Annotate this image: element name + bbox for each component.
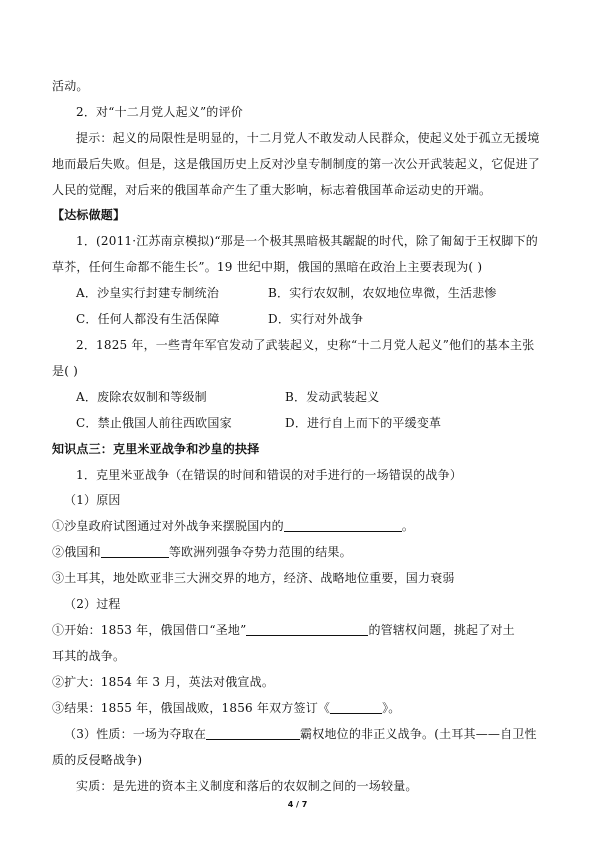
text-line: 提示：起义的局限性是明显的，十二月党人不敢发动人民群众，使起义处于孤立无援境 (76, 131, 540, 145)
option-a: A．沙皇实行封建专制统治 (76, 286, 220, 300)
section-heading: 2．对“十二月党人起义”的评价 (76, 105, 243, 119)
text-segment: 霸权地位的非正义战争。(土耳其——自卫性 (300, 727, 537, 741)
question-1: 1．(2011·江苏南京模拟)“那是一个极其黑暗极其龌龊的时代，除了匍匐于王权脚下的 (76, 234, 538, 248)
subheading: （1）原因 (64, 493, 121, 507)
text-line: 1．克里米亚战争（在错误的时间和错误的对手进行的一场错误的战争） (76, 468, 463, 482)
text-segment: 。 (401, 519, 415, 533)
option-b: B．实行农奴制，农奴地位卑微，生活悲惨 (268, 286, 497, 300)
text-line: 活动。 (52, 79, 89, 93)
text-line: 耳其的战争。 (52, 649, 126, 663)
page-number: 4 / 7 (287, 800, 308, 809)
fill-in-blank[interactable] (330, 701, 382, 714)
text-segment: 的管辖权问题，挑起了对土 (368, 623, 515, 637)
option-d: D．实行对外战争 (268, 312, 364, 326)
question-2-cont: 是( ) (52, 364, 78, 378)
exercise-heading: 【达标做题】 (52, 208, 126, 222)
text-line-with-blank (52, 700, 552, 716)
text-segment: ①开始：1853 年，俄国借口“圣地” (52, 623, 247, 637)
text-line: 实质：是先进的资本主义制度和落后的农奴制之间的一场较量。 (76, 779, 418, 793)
option-c: C．任何人都没有生活保障 (76, 312, 220, 326)
text-segment: ①沙皇政府试图通过对外战争来摆脱国内的 (52, 519, 284, 533)
fill-in-blank[interactable] (206, 727, 300, 740)
text-segment: 》。 (382, 701, 401, 715)
option-a: A．废除农奴制和等级制 (76, 390, 207, 404)
fill-in-blank[interactable] (246, 623, 368, 636)
fill-in-blank[interactable] (101, 545, 169, 558)
question-1-cont: 草芥，任何生命都不能生长”。19 世纪中期，俄国的黑暗在政治上主要表现为( ) (52, 260, 483, 274)
knowledge-point-heading: 知识点三：克里米亚战争和沙皇的抉择 (52, 442, 260, 456)
subheading: （2）过程 (64, 597, 121, 611)
text-line-with-blank (64, 726, 564, 742)
text-line: ②扩大：1854 年 3 月，英法对俄宣战。 (52, 675, 275, 689)
text-line-with-blank (52, 518, 552, 534)
text-line: 人民的觉醒，对后来的俄国革命产生了重大影响，标志着俄国革命运动史的开端。 (52, 183, 492, 197)
option-d: D．进行自上而下的平缓变革 (285, 416, 442, 430)
text-segment: ③结果：1855 年，俄国战败，1856 年双方签订《 (52, 701, 331, 715)
fill-in-blank[interactable] (284, 519, 402, 532)
option-c: C．禁止俄国人前往西欧国家 (76, 416, 232, 430)
text-segment: 等欧洲列强争夺势力范围的结果。 (168, 545, 352, 559)
text-line: ③土耳其，地处欧亚非三大洲交界的地方，经济、战略地位重要，国力衰弱 (52, 571, 455, 585)
text-line-with-blank (52, 544, 552, 560)
question-2: 2．1825 年，一些青年军官发动了武装起义，史称“十二月党人起义”他们的基本主张 (76, 338, 535, 352)
option-b: B．发动武装起义 (285, 390, 380, 404)
text-line: 地而最后失败。但是，这是俄国历史上反对沙皇专制制度的第一次公开武装起义，它促进了 (52, 157, 541, 171)
text-line: 质的反侵略战争) (52, 753, 143, 767)
text-segment: （3）性质：一场为夺取在 (64, 727, 207, 741)
text-line-with-blank (52, 622, 552, 638)
text-segment: ②俄国和 (52, 545, 101, 559)
